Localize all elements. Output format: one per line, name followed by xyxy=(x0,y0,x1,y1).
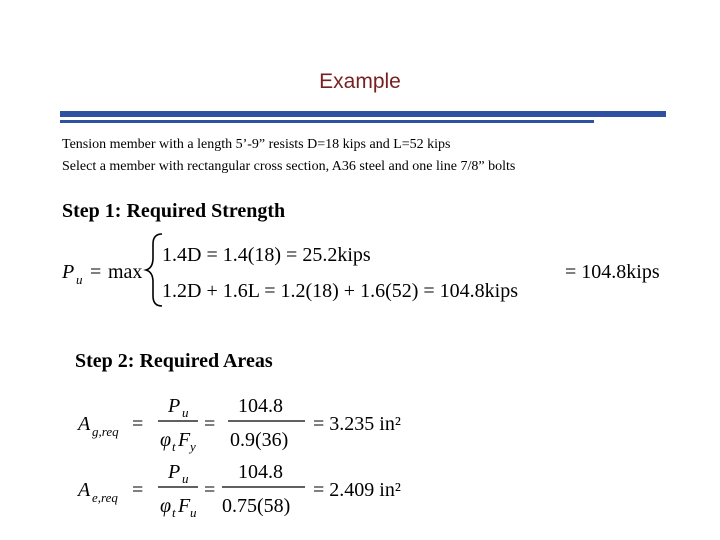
ae-phi-fu-denominator: φ xyxy=(160,495,172,517)
pu-subscript: u xyxy=(76,272,83,287)
problem-statement xyxy=(62,134,515,178)
ag-symbol: A xyxy=(78,413,91,435)
ag-fy-symbol: F xyxy=(178,429,191,451)
ag-pu-subscript: u xyxy=(182,405,189,420)
ae-fu-symbol: F xyxy=(178,495,191,517)
step2-equations xyxy=(0,384,720,534)
ae-result: = 2.409 in² xyxy=(313,479,401,501)
step2-heading: Step 2: Required Areas xyxy=(75,350,273,372)
step1-heading: Step 1: Required Strength xyxy=(62,200,286,222)
ae-pu-numerator: P xyxy=(168,461,181,483)
ag-equation xyxy=(76,395,401,454)
step1-equation xyxy=(0,228,720,308)
ae-pu-subscript: u xyxy=(182,471,189,486)
pu-symbol: P xyxy=(62,261,75,283)
ae-equals-1: = xyxy=(132,479,144,501)
ag-phi-fy-denominator: φ xyxy=(160,429,172,451)
slide-title: Example xyxy=(319,70,401,93)
ae-equals-2: = xyxy=(204,479,216,501)
ag-equals-2: = xyxy=(204,413,216,435)
problem-line-1: Tension member with a length 5’-9” resists D=18 kips and L=52 kips xyxy=(62,137,451,152)
ag-equals-1: = xyxy=(132,413,144,435)
case-combined-load: 1.2D + 1.6L = 1.2(18) + 1.6(52) = 104.8kips xyxy=(162,280,519,302)
ag-value-numerator: 104.8 xyxy=(238,395,283,417)
pu-result: = 104.8kips xyxy=(565,261,660,283)
ag-pu-numerator: P xyxy=(168,395,181,417)
ae-value-denominator: 0.75(58) xyxy=(222,495,291,517)
left-brace xyxy=(146,234,162,306)
title-rule-thick xyxy=(60,111,666,117)
ag-fy-subscript: y xyxy=(190,439,196,454)
ae-subscript: e,req xyxy=(92,490,118,505)
ae-value-numerator: 104.8 xyxy=(238,461,283,483)
problem-line-2: Select a member with rectangular cross section, A36 steel and one line 7/8” bolts xyxy=(62,159,516,174)
ae-phi-subscript: t xyxy=(172,505,176,520)
ae-equation xyxy=(76,461,401,520)
ag-subscript: g,req xyxy=(92,424,119,439)
equals-sign: = xyxy=(90,261,102,283)
case-dead-load: 1.4D = 1.4(18) = 25.2kips xyxy=(162,244,371,266)
ag-result: = 3.235 in² xyxy=(313,413,401,435)
title-rule-thin xyxy=(60,120,594,123)
ae-symbol: A xyxy=(78,479,91,501)
ae-fu-subscript: u xyxy=(190,505,197,520)
max-operator: max xyxy=(108,261,143,283)
ag-value-denominator: 0.9(36) xyxy=(230,429,289,451)
ag-phi-subscript: t xyxy=(172,439,176,454)
